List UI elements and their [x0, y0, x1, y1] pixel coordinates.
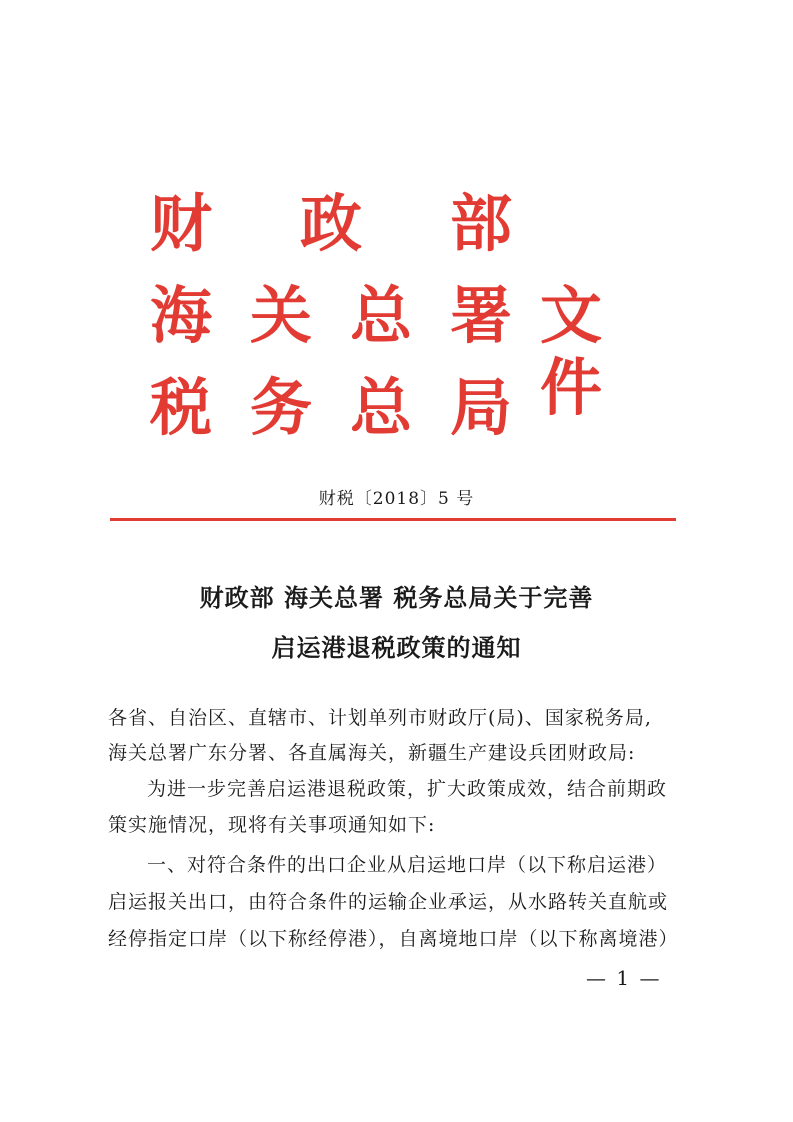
document-number: 财税〔2018〕5 号 — [318, 489, 475, 509]
paragraph-1-line-2: 策实施情况，现将有关事项通知如下: — [108, 814, 436, 836]
page-number: — 1 — — [586, 966, 662, 990]
masthead-char: 海 — [150, 279, 213, 352]
paragraph-2-line-2: 启运报关出口，由符合条件的运输企业承运，从水路转关直航或 — [108, 891, 669, 913]
masthead-char: 务 — [250, 371, 313, 444]
red-divider-line — [110, 518, 676, 521]
masthead-char: 局 — [450, 371, 513, 444]
title-line-2: 启运港退税政策的通知 — [271, 634, 522, 662]
recipients-line-2: 海关总署广东分署、各直属海关，新疆生产建设兵团财政局: — [108, 742, 636, 764]
paragraph-2-line-1: 一、对符合条件的出口企业从启运地口岸（以下称启运港） — [147, 854, 668, 876]
masthead-char: 总 — [350, 279, 413, 352]
masthead-char: 总 — [350, 371, 413, 444]
masthead-char: 关 — [250, 279, 313, 352]
paragraph-2-line-3: 经停指定口岸（以下称经停港），自离境地口岸（以下称离境港） — [108, 928, 679, 950]
masthead-char: 部 — [450, 187, 513, 260]
masthead-wenjian: 文件 — [540, 279, 603, 424]
paragraph-1-line-1: 为进一步完善启运港退税政策，扩大政策成效，结合前期政 — [147, 778, 668, 800]
title-line-1: 财政部 海关总署 税务总局关于完善 — [199, 584, 594, 612]
recipients-line-1: 各省、自治区、直辖市、计划单列市财政厅(局)、国家税务局, — [108, 707, 652, 729]
masthead-char: 署 — [450, 279, 513, 352]
masthead-char: 税 — [150, 371, 213, 444]
masthead-char: 政 — [300, 187, 363, 260]
masthead-char: 财 — [150, 187, 213, 260]
